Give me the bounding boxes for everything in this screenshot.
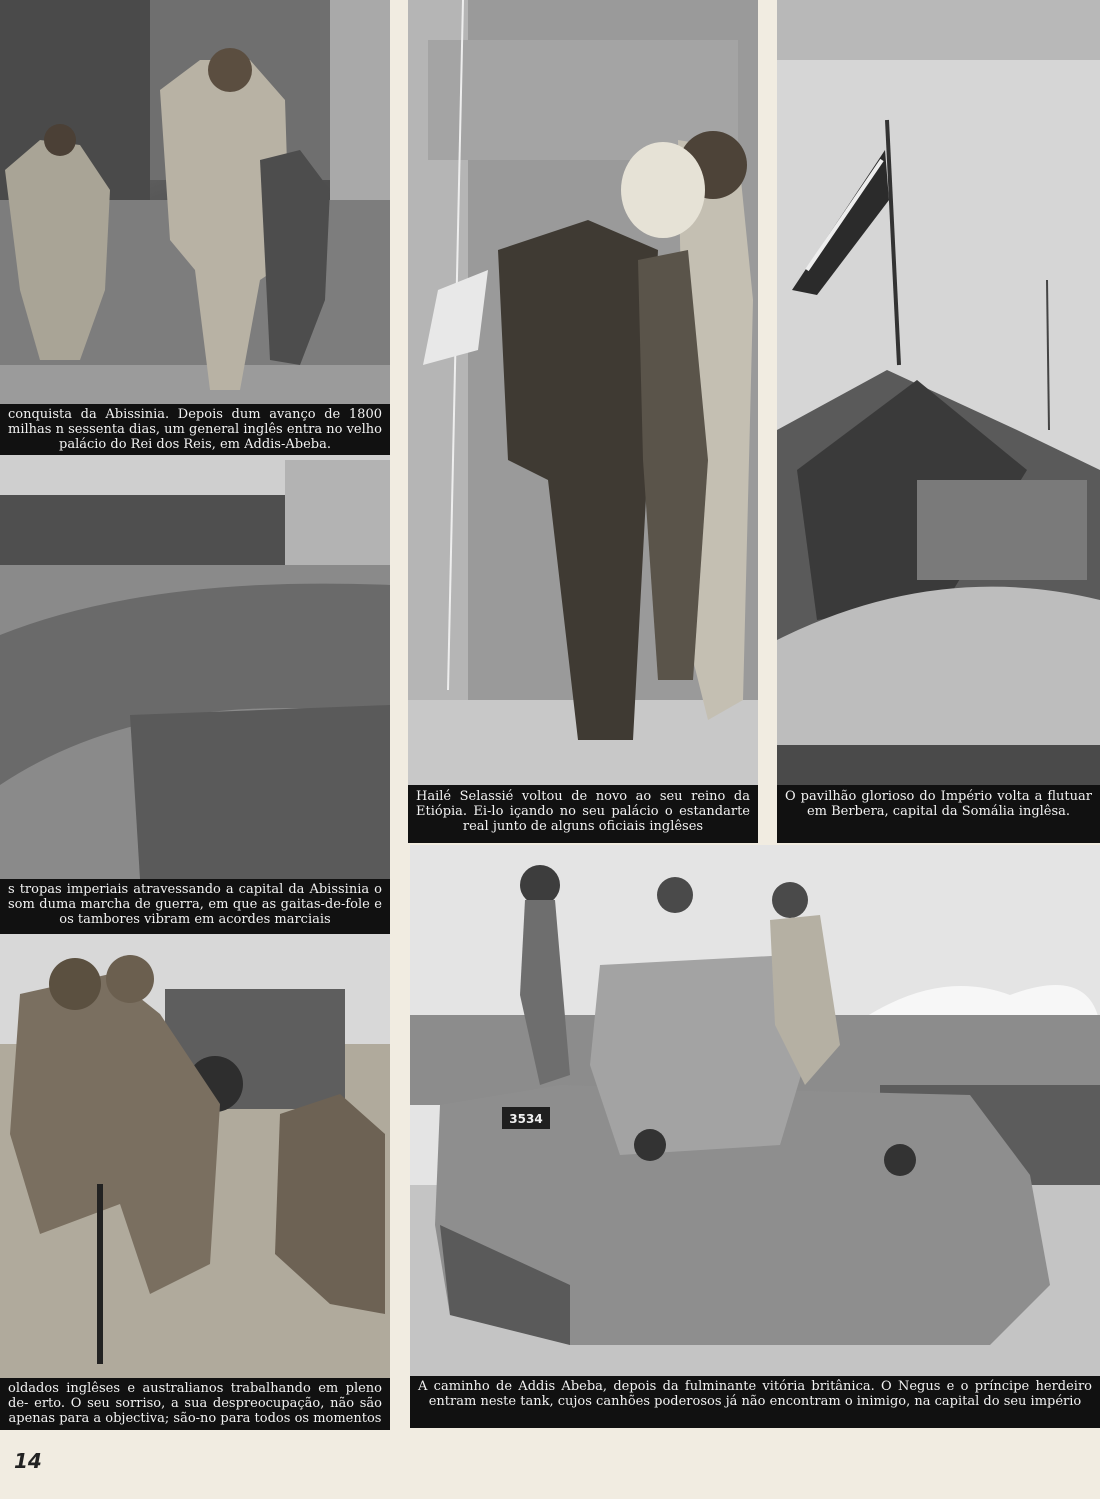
caption-troops: s tropas imperiais atravessando a capital da Abissinia o som duma marcha de guerra, em que as gaitas-de-fole e os tambores vibram em acordes marciais (0, 879, 390, 934)
photo-general-entering-palace (0, 0, 390, 404)
photo-soldiers-desert (0, 934, 390, 1378)
photo-flag-berbera (777, 0, 1100, 785)
caption-general: conquista da Abissinia. Depois dum avanço de 1800 milhas n sessenta dias, um general inglês entra no velho palácio do Rei dos Reis, em Addis-Abeba. (0, 404, 390, 455)
caption-selassie: Hailé Selassié voltou de novo ao seu reino da Etiópia. Ei-lo içando no seu palácio o estandarte real junto de alguns oficiais inglêses (408, 785, 758, 843)
page-number: 14 (14, 1449, 42, 1473)
tank-number: 3534 (509, 1112, 543, 1126)
caption-soldiers: oldados inglêses e australianos trabalhando em pleno de- erto. O seu sorriso, a sua despreocupação, não são apenas para a objectiva; são-no para todos os momentos (0, 1378, 390, 1430)
photo-selassie-raising-standard (408, 0, 758, 785)
photo-troops-marching (0, 455, 390, 879)
caption-flag: O pavilhão glorioso do Império volta a flutuar em Berbera, capital da Somália inglêsa. (777, 785, 1100, 843)
caption-tank: A caminho de Addis Abeba, depois da fulminante vitória britânica. O Negus e o príncipe herdeiro entram neste tank, cujos canhões poderosos já não encontram o inimigo, na capital do seu império (410, 1376, 1100, 1428)
photo-tank-addis-abeba (410, 845, 1100, 1376)
